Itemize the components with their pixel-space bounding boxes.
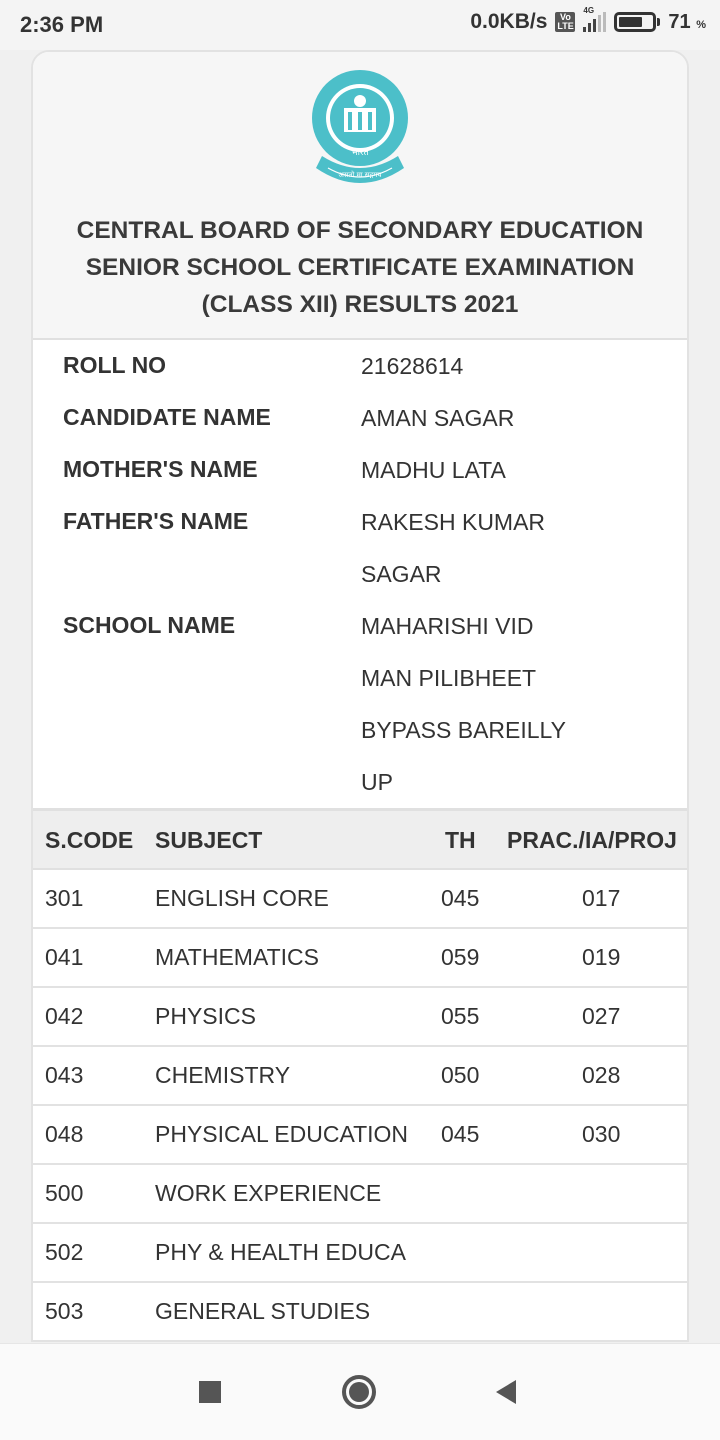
mother-name-label: MOTHER'S NAME (63, 456, 258, 482)
cell-subject: PHYSICAL EDUCATION (155, 1121, 409, 1147)
result-header (33, 52, 687, 340)
network-type: 4G (583, 6, 595, 15)
svg-text:भारत: भारत (351, 148, 369, 158)
table-row (33, 1283, 689, 1342)
candidate-name-label: CANDIDATE NAME (63, 404, 271, 430)
cell-th: 055 (441, 1003, 480, 1029)
cell-subject: PHY & HEALTH EDUCA (155, 1239, 406, 1265)
cell-subject: PHYSICS (155, 1003, 256, 1029)
roll-value: 21628614 (361, 353, 464, 379)
father-name-label: FATHER'S NAME (63, 508, 249, 534)
back-triangle-icon (496, 1380, 516, 1404)
table-row (33, 870, 689, 929)
cell-scode: 502 (45, 1239, 84, 1265)
net-speed: 0.0KB/s (470, 10, 548, 33)
cell-subject: CHEMISTRY (155, 1062, 291, 1088)
table-row (33, 988, 689, 1047)
school-name-value-2: MAN PILIBHEET (361, 665, 537, 691)
cell-th: 045 (441, 1121, 480, 1147)
home-circle-icon (342, 1375, 376, 1409)
title-line-3: (CLASS XII) RESULTS 2021 (201, 291, 519, 318)
battery-percent: 71 % (668, 10, 706, 33)
title-line-1: CENTRAL BOARD OF SECONDARY EDUCATION (76, 217, 644, 244)
cell-prac: 017 (582, 885, 621, 911)
status-time: 2:36 PM (20, 12, 104, 37)
school-name-label: SCHOOL NAME (63, 612, 236, 638)
cell-subject: WORK EXPERIENCE (155, 1180, 382, 1206)
battery-fill (619, 17, 642, 27)
cell-prac: 019 (582, 944, 621, 970)
square-icon (199, 1381, 221, 1403)
roll-label: ROLL NO (63, 352, 167, 378)
recents-button[interactable] (190, 1372, 230, 1412)
table-row (33, 1106, 689, 1165)
candidate-info (33, 340, 687, 808)
cell-th: 045 (441, 885, 480, 911)
table-row (33, 1047, 689, 1106)
cell-th: 050 (441, 1062, 480, 1088)
school-name-value-1: MAHARISHI VID (361, 613, 534, 639)
cell-scode: 043 (45, 1062, 84, 1088)
cell-subject: ENGLISH CORE (155, 885, 329, 911)
father-name-value-2: SAGAR (361, 561, 442, 587)
volte-icon: Vo LTE (557, 12, 574, 31)
cell-scode: 503 (45, 1298, 84, 1324)
header-scode: S.CODE (45, 827, 134, 853)
navigation-bar (0, 1343, 720, 1440)
table-row (33, 1165, 689, 1224)
school-name-value-4: UP (361, 769, 393, 795)
cell-scode: 041 (45, 944, 84, 970)
status-right (470, 6, 706, 34)
title-line-2: SENIOR SCHOOL CERTIFICATE EXAMINATION (85, 254, 635, 281)
result-title (33, 212, 687, 323)
cell-scode: 048 (45, 1121, 84, 1147)
marks-table-header (33, 808, 689, 870)
marks-table (33, 808, 689, 1342)
header-prac: PRAC./IA/PROJ (507, 827, 677, 853)
cell-scode: 500 (45, 1180, 84, 1206)
cell-scode: 301 (45, 885, 84, 911)
signal-icon (583, 6, 606, 32)
cell-prac: 030 (582, 1121, 621, 1147)
father-name-value-1: RAKESH KUMAR (361, 509, 546, 535)
cell-subject: MATHEMATICS (155, 944, 319, 970)
cell-prac: 027 (582, 1003, 621, 1029)
battery-icon (614, 12, 660, 32)
table-row (33, 1224, 689, 1283)
cell-scode: 042 (45, 1003, 84, 1029)
cbse-logo (306, 68, 414, 188)
cell-prac: 028 (582, 1062, 621, 1088)
cell-subject: GENERAL STUDIES (155, 1298, 371, 1324)
school-name-value-3: BYPASS BAREILLY (361, 717, 566, 743)
cell-th: 059 (441, 944, 480, 970)
mother-name-value: MADHU LATA (361, 457, 506, 483)
status-bar (0, 0, 720, 50)
header-subject: SUBJECT (155, 827, 263, 853)
table-row (33, 929, 689, 988)
marks-rows (33, 870, 689, 1342)
header-th: TH (445, 827, 476, 853)
back-button[interactable] (486, 1372, 526, 1412)
result-card (31, 50, 689, 1342)
svg-text:असतो मा सद्गमय: असतो मा सद्गमय (338, 171, 382, 179)
home-button[interactable] (339, 1372, 379, 1412)
candidate-name-value: AMAN SAGAR (361, 405, 515, 431)
